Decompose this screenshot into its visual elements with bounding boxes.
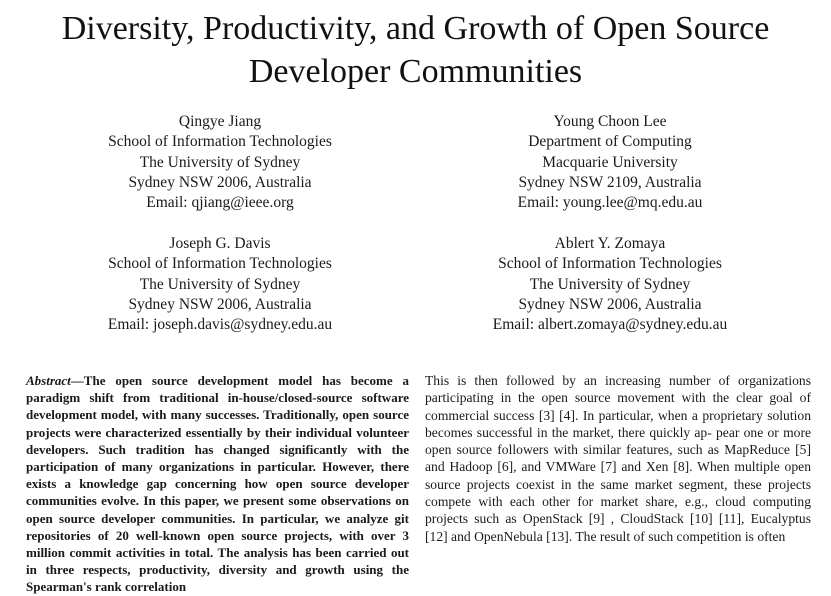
body-column	[425, 372, 811, 545]
author-address: Sydney NSW 2006, Australia	[128, 295, 312, 313]
body-paragraph: This is then followed by an increasing number of organizations participating in the open source movement with the clear goal of commercial success [3] [4]. In particular, when a proprietary solution becomes successful in the market, there quickly ap- pear one or more open source followers with similar features, such as MapReduce [5] and Hadoop [6], and VMWare [7] and Xen [8]. When multiple open source projects coexist in the same market segment, these projects compete with each other for market share, e.g., cloud computing projects such as OpenStack [9] , CloudStack [10] [11], Eucalyptus [12] and OpenNebula [13]. The result of such competition is often	[425, 373, 811, 544]
title-line-2: Developer Communities	[248, 53, 583, 90]
author-name: Qingye Jiang	[178, 113, 262, 130]
abstract-text: —The open source development model has become a paradigm shift from traditional in-house/closed-source software development model, with many successes. Traditionally, open source projects were characterized essentially by their individual volunteer developers. Such tradition has changed significantly with the participation of many organizations in particular. However, there exists a knowledge gap concerning how open source developer communities evolve. In this paper, we present some observations on open source developer communities. In particular, we analyze git repositories of 20 well-known open source projects, with over 3 million commit activities in total. The analysis has been carried out in three respects, productivity, diversity and growth using the Spearman's rank correlation	[26, 373, 409, 595]
author-name: Young Choon Lee	[553, 113, 667, 130]
author-organization: The University of Sydney	[139, 275, 301, 293]
author-address: Sydney NSW 2006, Australia	[518, 295, 702, 313]
author-department: School of Information Technologies	[498, 255, 722, 273]
author-address: Sydney NSW 2006, Australia	[128, 173, 312, 191]
author-department: Department of Computing	[528, 133, 692, 151]
author-email: Email: albert.zomaya@sydney.edu.au	[492, 316, 728, 334]
author-email: Email: qjiang@ieee.org	[146, 194, 294, 212]
abstract-paragraph	[26, 372, 409, 596]
author-organization: The University of Sydney	[529, 275, 691, 293]
author-block-1	[35, 112, 405, 213]
author-block-2	[425, 112, 795, 213]
author-email: Email: joseph.davis@sydney.edu.au	[107, 316, 333, 334]
author-email: Email: young.lee@mq.edu.au	[517, 194, 703, 212]
author-block-3	[35, 234, 405, 335]
author-block-4	[425, 234, 795, 335]
author-department: School of Information Technologies	[108, 133, 332, 151]
author-organization: Macquarie University	[542, 153, 678, 171]
paper-title	[0, 7, 831, 93]
author-name: Joseph G. Davis	[169, 235, 271, 252]
author-department: School of Information Technologies	[108, 255, 332, 273]
abstract-column	[26, 372, 409, 596]
abstract-label: Abstract	[26, 373, 71, 388]
author-address: Sydney NSW 2109, Australia	[518, 173, 702, 191]
title-line-1: Diversity, Productivity, and Growth of Open Source	[61, 10, 770, 47]
author-name: Ablert Y. Zomaya	[554, 235, 666, 252]
author-organization: The University of Sydney	[139, 153, 301, 171]
